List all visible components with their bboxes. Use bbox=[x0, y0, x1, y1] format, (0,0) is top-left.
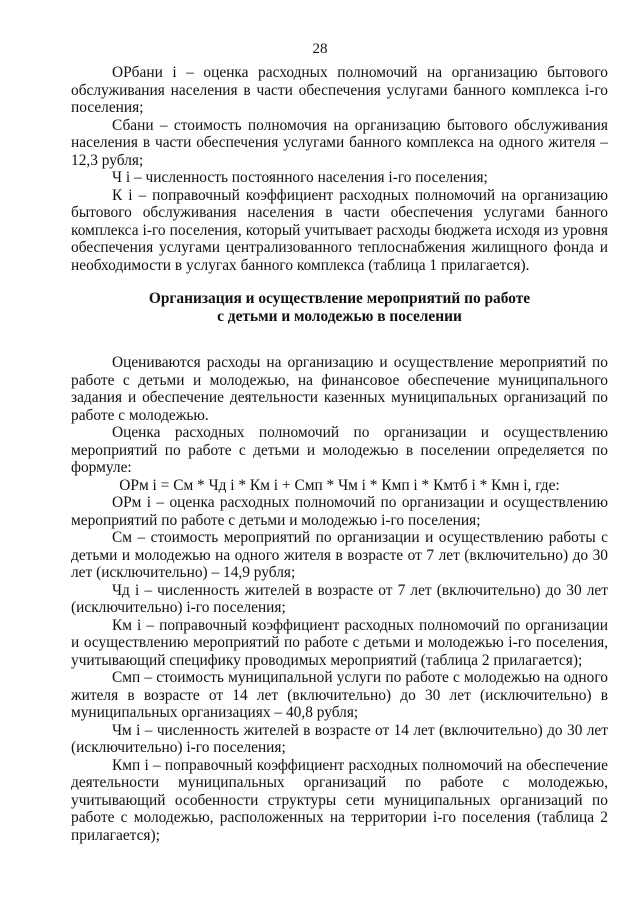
paragraph-orbani-definition: ОРбани i – оценка расходных полномочий на организацию бытового обслуживания населения в части обеспечения услугами банного комплекса i-го поселения; bbox=[71, 64, 608, 116]
section-heading bbox=[71, 290, 608, 325]
formula: ОРм i = См * Чд i * Км i + Смп * Чм i * Кмп i * Кмтб i * Кмн i, где: bbox=[119, 476, 560, 494]
paragraph-sm-definition: См – стоимость мероприятий по организации и осуществлению работы с детьми и молодежью на одного жителя в возрасте от 7 лет (включительно) до 30 лет (исключительно) – 14,9 рубля; bbox=[71, 529, 608, 581]
paragraph-estimate: Оценка расходных полномочий по организации и осуществлению мероприятий по работе с детьми и молодежью в поселении определяется по формуле: bbox=[71, 424, 608, 476]
paragraph-intro: Оцениваются расходы на организацию и осуществление мероприятий по работе с детьми и молодежью, на финансовое обеспечение муниципального задания и обеспечение деятельности казенных муниципальных организаций по работе с молодежью. bbox=[71, 354, 608, 424]
paragraph-sbani-definition: Сбани – стоимость полномочия на организацию бытового обслуживания населения в части обеспечения услугами банного комплекса на одного жителя – 12,3 рубля; bbox=[71, 116, 608, 169]
paragraph-km-definition: Км i – поправочный коэффициент расходных полномочий по организации и осуществлению мероприятий по работе с детьми и молодежью i-го поселения, учитывающий специфику проводимых мероприятий (таблица 2 прилагается); bbox=[71, 616, 608, 669]
section-heading-line-2: с детьми и молодежью в поселении bbox=[217, 307, 462, 325]
paragraph-smp-definition: Смп – стоимость муниципальной услуги по работе с молодежью на одного жителя в возрасте от 14 лет (включительно) до 30 лет (исключительно) в муниципальных организациях – 40,8 рубля; bbox=[71, 669, 608, 721]
section-heading-line-1: Организация и осуществление мероприятий по работе bbox=[148, 290, 531, 307]
page-number: 28 bbox=[312, 41, 328, 57]
paragraph-chd-definition: Чд i – численность жителей в возрасте от 7 лет (включительно) до 30 лет (исключительно) i-го поселения; bbox=[71, 581, 608, 616]
paragraph-kmp-definition: Кмп i – поправочный коэффициент расходных полномочий на обеспечение деятельности муниципальных организаций по работе с молодежью, учитывающий особенности структуры сети муниципальных организаций по работе с молодежью, расположенных на территории i-го поселения (таблица 2 прилагается); bbox=[71, 756, 608, 844]
document-body bbox=[71, 0, 608, 844]
paragraph-chi-definition: Ч i – численность постоянного населения i-го поселения; bbox=[112, 169, 488, 186]
paragraph-chm-definition: Чм i – численность жителей в возрасте от 14 лет (включительно) до 30 лет (исключительно) i-го поселения; bbox=[71, 721, 608, 756]
paragraph-orm-definition: ОРм i – оценка расходных полномочий по организации и осуществлению мероприятий по работе с детьми и молодежью i-го поселения; bbox=[71, 494, 608, 529]
paragraph-ki-definition: К i – поправочный коэффициент расходных полномочий на организацию бытового обслуживания населения в части обеспечения услугами банного комплекса i-го поселения, который учитывает расходы бюджета исходя из уровня обеспечения услугами централизованного теплоснабжения жилищного фонда и необходимости в услугах банного комплекса (таблица 1 прилагается). bbox=[71, 186, 608, 274]
